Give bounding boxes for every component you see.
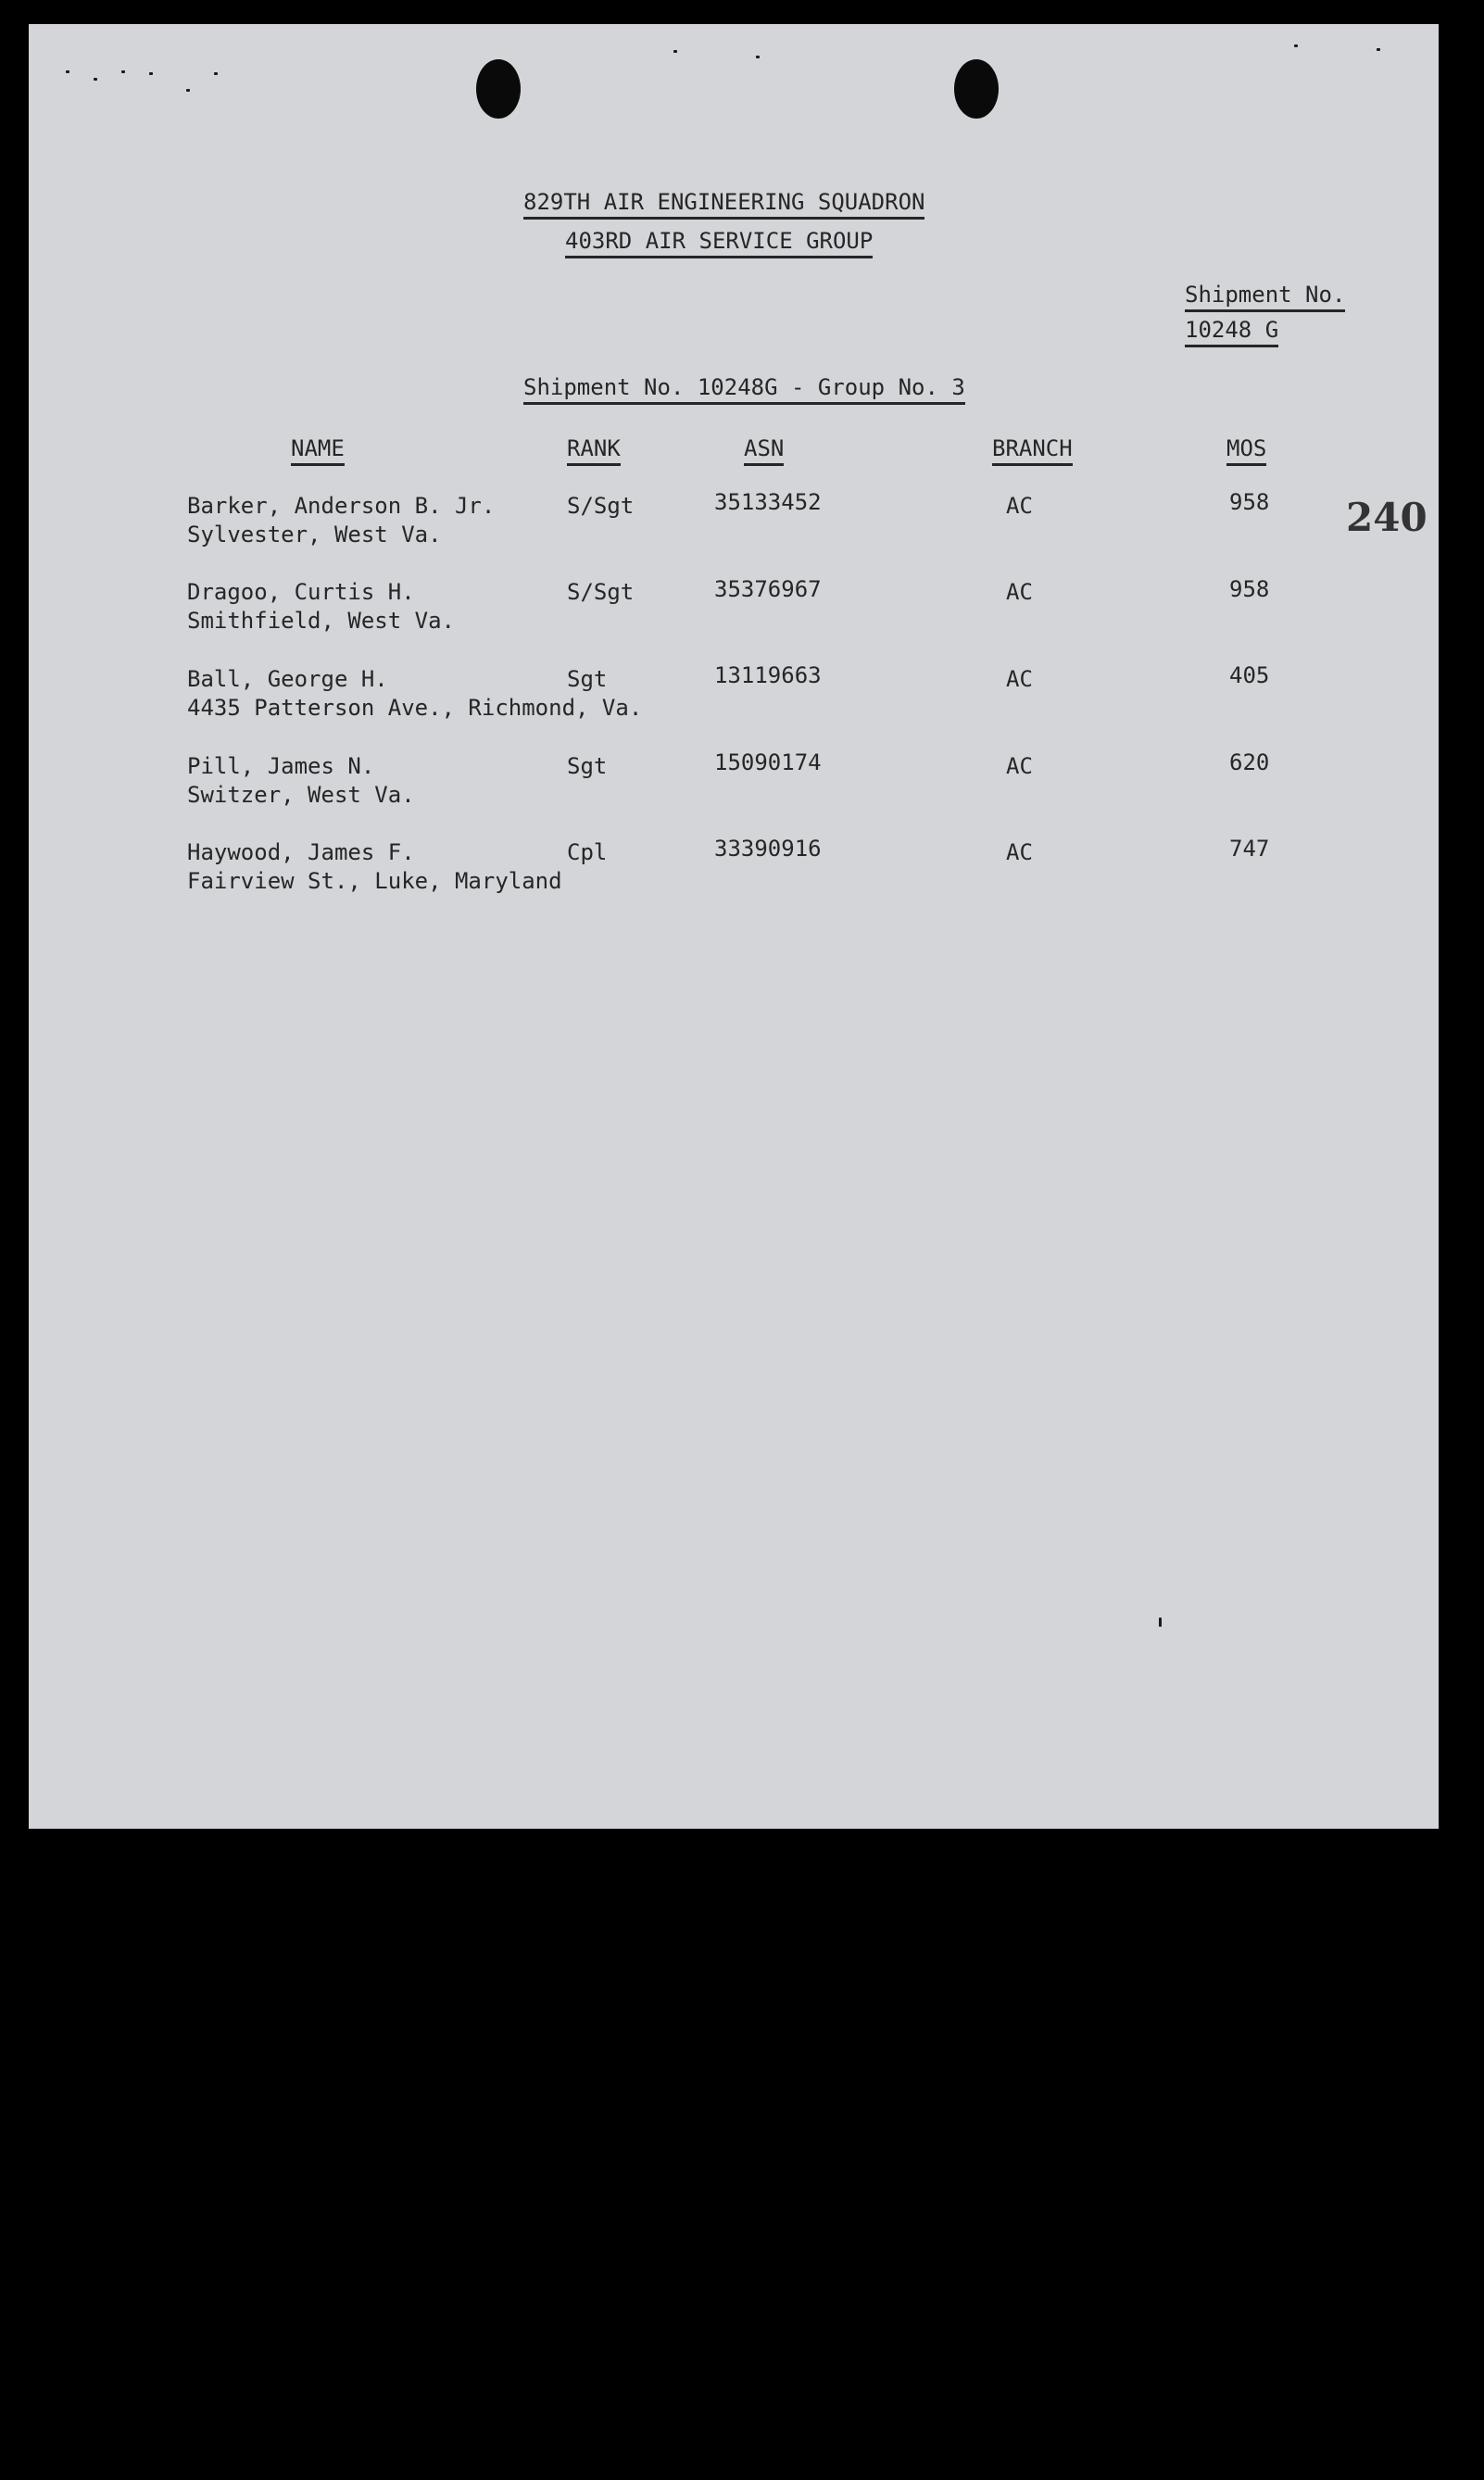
row-2-asn: 35376967	[714, 576, 822, 602]
row-2-name: Dragoo, Curtis H.	[187, 579, 415, 605]
column-header-rank: RANK	[567, 437, 621, 466]
shipment-box-label: Shipment No.	[1185, 283, 1345, 312]
speck	[186, 89, 190, 92]
row-1-address: Sylvester, West Va.	[187, 522, 442, 548]
speck	[673, 50, 677, 53]
row-2-rank: S/Sgt	[567, 579, 635, 605]
speck	[121, 70, 125, 73]
punch-hole-left	[476, 59, 521, 119]
row-4-asn: 15090174	[714, 749, 822, 775]
row-3-rank: Sgt	[567, 666, 608, 692]
row-3-mos: 405	[1229, 662, 1270, 688]
row-4-rank: Sgt	[567, 753, 608, 779]
row-5-rank: Cpl	[567, 839, 608, 865]
header-squadron: 829TH AIR ENGINEERING SQUADRON	[523, 191, 924, 220]
row-1-rank: S/Sgt	[567, 493, 635, 519]
shipment-box-value: 10248 G	[1185, 319, 1278, 347]
speck	[149, 72, 153, 75]
speck	[94, 78, 97, 81]
column-header-name: NAME	[291, 437, 345, 466]
speck	[1377, 48, 1380, 51]
speck	[1294, 44, 1298, 47]
row-2-mos: 958	[1229, 576, 1270, 602]
column-header-asn: ASN	[744, 437, 784, 466]
shipment-subtitle: Shipment No. 10248G - Group No. 3	[523, 376, 965, 405]
column-header-mos: MOS	[1226, 437, 1266, 466]
row-4-address: Switzer, West Va.	[187, 782, 415, 808]
row-1-name: Barker, Anderson B. Jr.	[187, 493, 496, 519]
speck	[756, 56, 760, 58]
row-2-address: Smithfield, West Va.	[187, 608, 455, 634]
speck	[66, 70, 69, 73]
speck	[1159, 1618, 1162, 1627]
row-3-asn: 13119663	[714, 662, 822, 688]
row-1-asn: 35133452	[714, 489, 822, 515]
row-4-name: Pill, James N.	[187, 753, 375, 779]
row-5-name: Haywood, James F.	[187, 839, 415, 865]
row-1-branch: AC	[1006, 493, 1033, 519]
column-header-branch: BRANCH	[992, 437, 1073, 466]
row-5-address: Fairview St., Luke, Maryland	[187, 868, 562, 894]
row-3-name: Ball, George H.	[187, 666, 388, 692]
row-4-branch: AC	[1006, 753, 1033, 779]
row-3-branch: AC	[1006, 666, 1033, 692]
row-3-address: 4435 Patterson Ave., Richmond, Va.	[187, 695, 643, 721]
page-number-stamp: 240	[1346, 495, 1427, 540]
row-1-mos: 958	[1229, 489, 1270, 515]
row-5-mos: 747	[1229, 836, 1270, 862]
speck	[214, 72, 218, 75]
row-4-mos: 620	[1229, 749, 1270, 775]
row-2-branch: AC	[1006, 579, 1033, 605]
scan-background	[0, 1829, 1484, 2480]
row-5-asn: 33390916	[714, 836, 822, 862]
punch-hole-right	[954, 59, 999, 119]
row-5-branch: AC	[1006, 839, 1033, 865]
header-group: 403RD AIR SERVICE GROUP	[565, 230, 873, 258]
document-page	[29, 24, 1439, 1829]
